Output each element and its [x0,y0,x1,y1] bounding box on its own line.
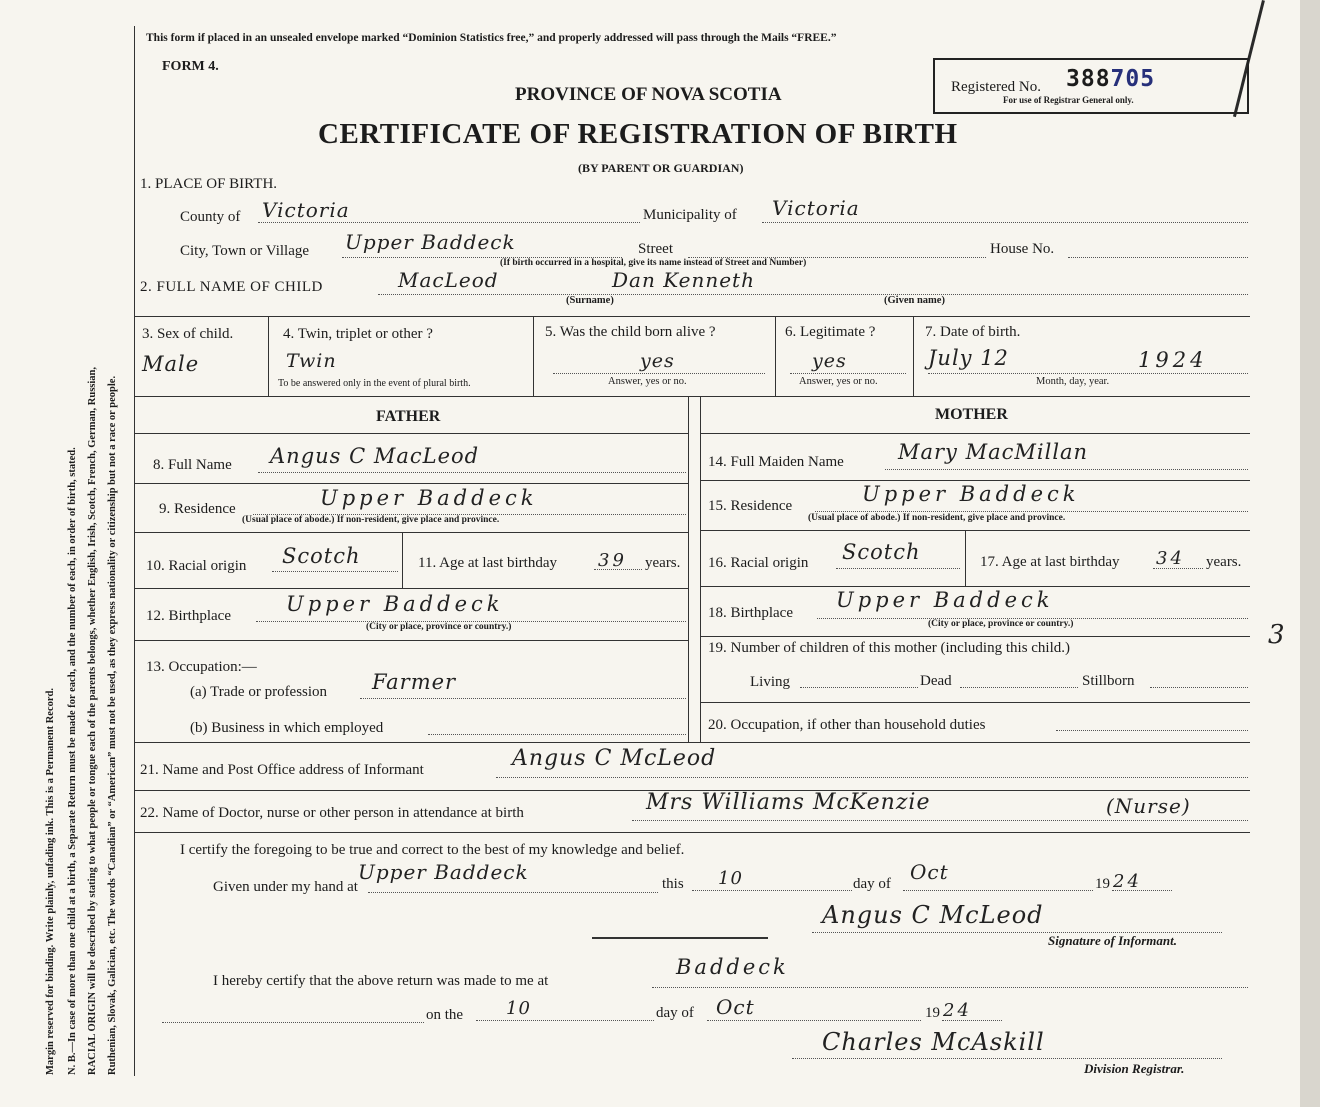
mother-race-label: 16. Racial origin [708,555,809,571]
mother-children-label: 19. Number of children of this mother (including this child.) [708,640,1071,656]
legitimate-line [790,373,906,374]
mother-name-label: 14. Full Maiden Name [708,454,844,470]
attendant-label: 22. Name of Doctor, nurse or other person in attendance at birth [140,805,524,821]
registrar-day-value: 10 [506,998,531,1019]
alive-label: 5. Was the child born alive ? [545,324,716,340]
stillborn-label: Stillborn [1082,673,1135,689]
father-residence-note: (Usual place of abode.) If non-resident, give place and province. [242,515,500,525]
father-trade-line [360,698,686,699]
registered-number [1066,66,1155,92]
registrar-month-value: Oct [716,995,755,1019]
attendant-role: (Nurse) [1106,794,1191,818]
mother-occupation-label: 20. Occupation, if other than household duties [708,717,986,733]
stillborn-line [1150,687,1248,688]
dead-label: Dead [920,673,952,689]
mother-race-line [836,568,960,569]
mother-name-line [885,469,1248,470]
divider-before-parents [134,396,1250,397]
hospital-note: (If birth occurred in a hospital, give its name instead of Street and Number) [500,258,807,268]
mother-row-line-3 [700,586,1250,587]
child-name-line [378,294,1248,295]
twin-note: To be answered only in the event of plural birth. [278,378,471,389]
row3-divider-2 [533,316,534,396]
certificate-title: CERTIFICATE OF REGISTRATION OF BIRTH [318,118,958,150]
mother-row-line-2 [700,530,1250,531]
given-name-note: (Given name) [884,295,945,306]
informant-line [496,777,1248,778]
informant-certify-text: I certify the foregoing to be true and correct to the best of my knowledge and belief. [180,842,685,858]
margin-note-racial-origin: RACIAL ORIGIN will be described by stating to what people or tongue each of the parents belongs, whether English, Irish, Scotch, French, German, Russian, [87,366,98,1075]
registrar-year-prefix: 19 [925,1005,940,1021]
mother-years-label: years. [1206,554,1242,570]
mother-row-line-4 [700,636,1250,637]
mother-residence-value: Upper Baddeck [862,482,1080,506]
cert-year-prefix: 19 [1095,876,1110,892]
sex-value: Male [142,352,200,376]
house-no-line [1068,257,1248,258]
father-race-line [272,571,398,572]
father-residence-label: 9. Residence [159,501,236,517]
father-row-line-0 [134,433,688,434]
father-trade-label: (a) Trade or profession [190,684,328,700]
father-name-line [258,472,686,473]
father-age-value: 39 [598,550,627,571]
registrar-day-line [476,1020,654,1021]
margin-note-racial-origin-cont: Ruthenian, Slovak, Galician, etc. The words “Canadian” or “American” must not be used, as they express nationality or citizenship but not a race or people. [107,375,118,1075]
mother-heading: MOTHER [935,406,1008,423]
cert-day-of-label: day of [853,876,891,892]
registrar-year-line [942,1020,1002,1021]
row3-divider-4 [913,316,914,396]
cert-year-suffix: 24 [1113,871,1142,892]
twin-value: Twin [286,350,337,372]
living-label: Living [750,674,790,690]
father-heading: FATHER [376,408,441,425]
living-line [800,687,918,688]
dob-year: 1924 [1138,348,1208,372]
given-under-hand-label: Given under my hand at [213,879,358,895]
legitimate-value: yes [812,350,847,372]
dob-day: July 12 [928,346,1009,370]
twin-label: 4. Twin, triplet or other ? [283,326,433,342]
county-label: County of [180,209,241,225]
registered-label: Registered No. [951,79,1041,95]
mother-occupation-line [1056,730,1248,731]
margin-note-binding: Margin reserved for binding. Write plainly, unfading ink. This is a Permanent Record. [45,688,56,1075]
father-race-label: 10. Racial origin [146,558,247,574]
registrar-signature-line [792,1058,1222,1059]
mother-birthplace-value: Upper Baddeck [836,588,1054,612]
father-row-line-4 [134,640,688,641]
registrar-day-of-label: day of [656,1005,694,1021]
registrar-year-suffix: 24 [943,1000,972,1021]
dob-label: 7. Date of birth. [925,324,1021,340]
surname-note: (Surname) [566,295,614,306]
father-race-divider [402,532,403,588]
parents-divider-left [688,396,689,742]
divider-after-attendant [134,832,1250,833]
registrar-signature-label: Division Registrar. [1084,1061,1185,1076]
margin-note-nb: N. B.—In case of more than one child at a birth, a Separate Return must be made for each, and the number of each, in order of birth, stated. [67,447,78,1075]
father-residence-value: Upper Baddeck [320,486,538,510]
father-occupation-label: 13. Occupation:— [146,659,257,675]
mail-notice: This form if placed in an unsealed envelope marked “Dominion Statistics free,” and properly addressed will pass through the Mails “FREE.” [146,32,837,44]
dead-line [960,687,1078,688]
separator-rule [592,937,768,939]
cert-year-line [1112,890,1172,891]
mother-row-line-1 [700,480,1250,481]
page-edge-shadow [1300,0,1320,1107]
county-line [258,222,640,223]
child-given-name: Dan Kenneth [612,268,755,292]
father-name-value: Angus C MacLeod [270,444,480,468]
father-business-label: (b) Business in which employed [190,720,384,736]
given-place-value: Upper Baddeck [358,860,529,884]
legitimate-label: 6. Legitimate ? [785,324,876,340]
father-years-label: years. [645,555,681,571]
registrar-certify-text: I hereby certify that the above return was made to me at [213,973,549,989]
child-name-label: 2. FULL NAME OF CHILD [140,279,323,295]
informant-signature-label: Signature of Informant. [1048,933,1177,948]
mother-name-value: Mary MacMillan [898,440,1089,464]
father-row-line-2 [134,532,688,533]
registrar-on-the-label: on the [426,1007,464,1023]
mother-birthplace-label: 18. Birthplace [708,605,793,621]
mother-residence-label: 15. Residence [708,498,793,514]
informant-value: Angus C McLeod [512,746,717,771]
mother-row-line-5 [700,702,1250,703]
dob-line [928,373,1248,374]
mother-race-value: Scotch [842,540,921,564]
attendant-line [632,820,1248,821]
house-no-label: House No. [990,241,1055,257]
registrar-month-line [707,1020,921,1021]
father-birthplace-label: 12. Birthplace [146,608,231,624]
father-race-value: Scotch [282,544,361,568]
registrar-place-line [652,987,1248,988]
mother-residence-note: (Usual place of abode.) If non-resident, give place and province. [808,513,1066,523]
mother-residence-line [815,511,1248,512]
form-number: FORM 4. [162,59,219,74]
father-name-label: 8. Full Name [153,457,232,473]
row3-divider-3 [775,316,776,396]
father-trade-value: Farmer [372,670,457,694]
city-label: City, Town or Village [180,243,310,259]
attendant-value: Mrs Williams McKenzie [646,790,931,815]
registered-number-printed: 388 [1066,66,1111,92]
mother-race-divider [965,530,966,586]
registrar-place-value: Baddeck [676,955,789,979]
form-left-border [134,26,135,1076]
cert-day-value: 10 [718,868,743,889]
legitimate-note: Answer, yes or no. [799,376,878,387]
divider-after-parents [134,742,1250,743]
informant-label: 21. Name and Post Office address of Informant [140,762,424,778]
given-place-line [368,892,658,893]
mother-birthplace-note: (City or place, province or country.) [928,619,1074,629]
father-row-line-3 [134,588,688,589]
municipality-value: Victoria [772,196,860,220]
place-of-birth-label: 1. PLACE OF BIRTH. [140,176,278,192]
county-value: Victoria [262,198,350,222]
alive-value: yes [640,350,675,372]
dob-note: Month, day, year. [1036,376,1110,387]
registered-number-stamped: 705 [1110,66,1156,92]
father-birthplace-value: Upper Baddeck [286,592,504,616]
this-label: this [662,876,684,892]
certificate-subtitle: (BY PARENT OR GUARDIAN) [578,161,744,175]
registrar-lead-line [162,1022,424,1023]
father-business-line [428,734,686,735]
cert-day-line [692,890,852,891]
parents-divider-right [700,396,701,742]
city-value: Upper Baddeck [345,230,516,254]
alive-note: Answer, yes or no. [608,376,687,387]
cert-month-value: Oct [910,860,949,884]
street-label: Street [638,241,673,257]
row3-divider-1 [268,316,269,396]
registrar-signature: Charles McAskill [822,1028,1045,1056]
sex-label: 3. Sex of child. [142,326,234,342]
municipality-line [762,222,1248,223]
alive-line [553,373,765,374]
father-age-label: 11. Age at last birthday [418,555,557,571]
father-birthplace-note: (City or place, province or country.) [366,622,512,632]
mother-age-label: 17. Age at last birthday [980,554,1120,570]
province-heading: PROVINCE OF NOVA SCOTIA [515,84,782,105]
divider-after-name [134,316,1250,317]
informant-signature: Angus C McLeod [822,901,1044,929]
father-row-line-1 [134,483,688,484]
mother-age-value: 34 [1156,548,1185,569]
side-mark: 3 [1268,620,1286,650]
child-surname: MacLeod [398,268,499,292]
mother-row-line-0 [700,433,1250,434]
registrar-use-note: For use of Registrar General only. [1003,95,1134,105]
cert-month-line [903,890,1093,891]
municipality-label: Municipality of [643,207,737,223]
